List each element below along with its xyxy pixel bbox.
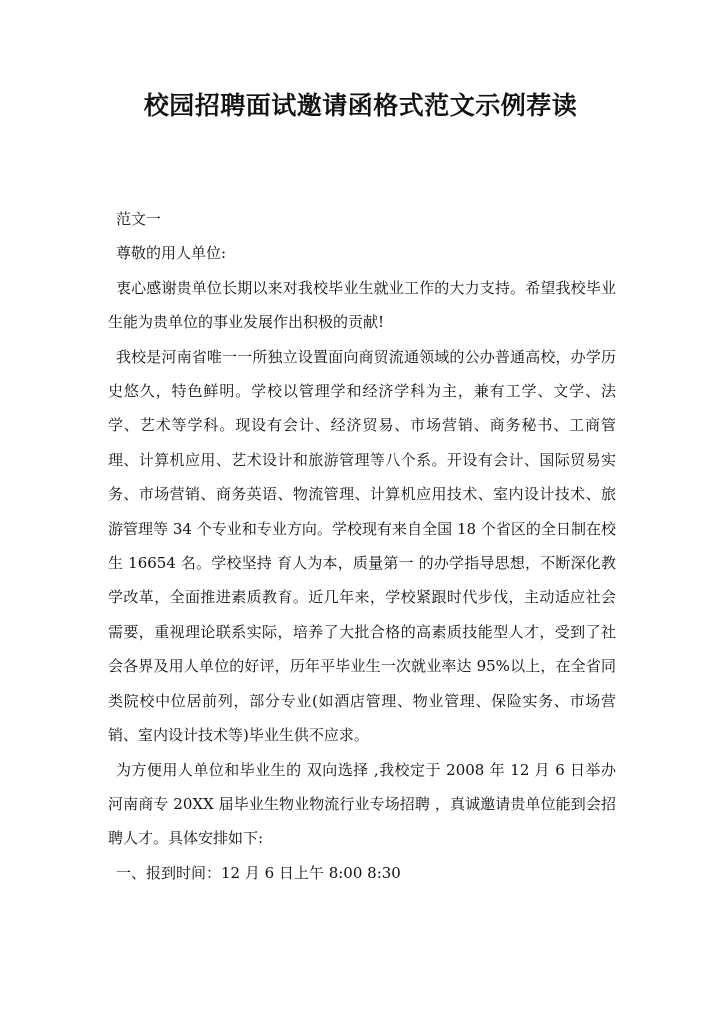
- salutation: 尊敬的用人单位:: [116, 244, 227, 263]
- document-title: 校园招聘面试邀请函格式范文示例荐读: [143, 91, 578, 120]
- document-body: [108, 202, 616, 890]
- paragraph-schedule-item: 一、报到时间：12 月 6 日上午 8:00 8:30: [116, 863, 401, 882]
- paragraph-school-intro: 我校是河南省唯一一所独立设置面向商贸流通领域的公办普通高校，办学历史悠久，特色鲜明。学校以管理学和经济学科为主，兼有工学、文学、法学、艺术等学科。现设有会计、经济贸易、市场营销、商务秘书、工商管理、计算机应用、艺术设计和旅游管理等八个系。开设有会计、国际贸易实务、市场营销、商务英语、物流管理、计算机应用技术、室内设计技术、旅游管理等 34 个专业和专业方向。学校现有来自全国 18 个省区的全日制在校生 16654 名。学校坚持 育人为本，质量第一 的办学指导思想，不断深化教学改革，全面推进素质教育。近几年来，学校紧跟时代步伐，主动适应社会需要，重视理论联系实际，培养了大批合格的高素质技能型人才，受到了社会各界及用人单位的好评，历年平毕业生一次就业率达 95%以上，在全省同类院校中位居前列，部分专业(如酒店管理、物业管理、保险实务、市场营销、室内设计技术等)毕业生供不应求。: [108, 347, 616, 745]
- paragraph-invitation: 为方便用人单位和毕业生的 双向选择 ,我校定于 2008 年 12 月 6 日举办 河南商专 20XX 届毕业生物业物流行业专场招聘 ，真诚邀请贵单位能到会招聘人才。具体安排如下:: [108, 760, 616, 848]
- section-heading: 范文一: [116, 210, 162, 228]
- paragraph-thanks: 衷心感谢贵单位长期以来对我校毕业生就业工作的大力支持。希望我校毕业生能为贵单位的事业发展作出积极的贡献!: [108, 278, 616, 332]
